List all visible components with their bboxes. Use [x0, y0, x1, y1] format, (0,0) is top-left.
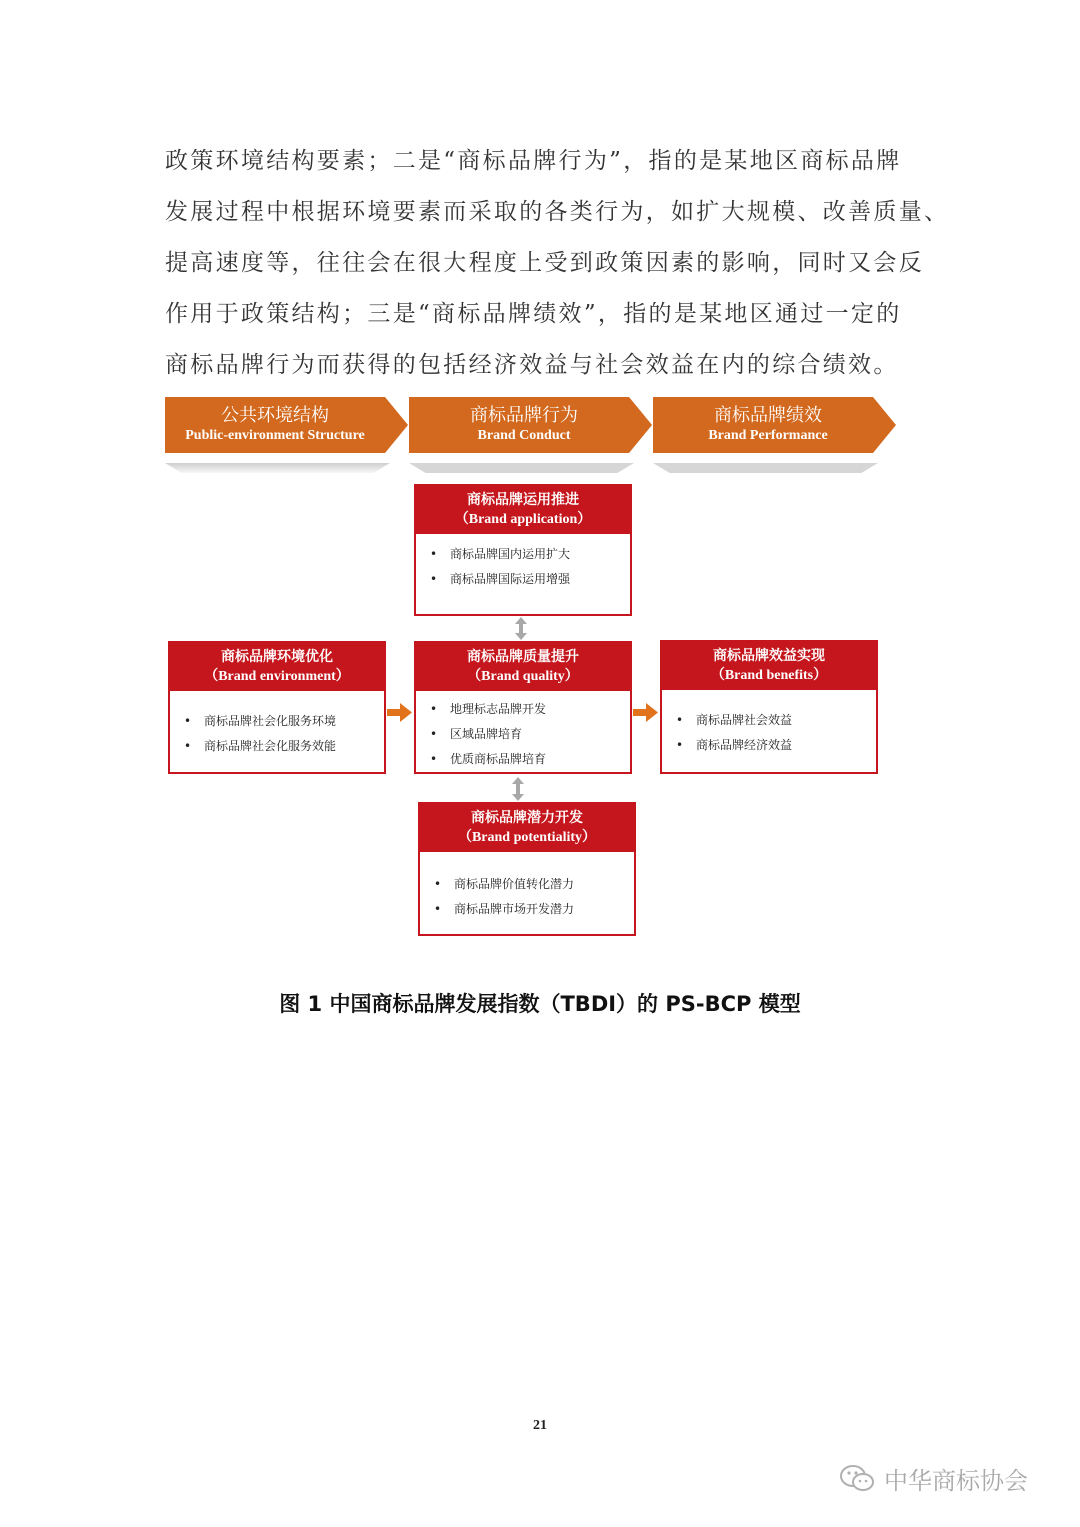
box-header — [420, 804, 634, 852]
list-item: • 商标品牌社会化服务环境 — [184, 714, 337, 728]
box-title-en: （Brand benefits） — [710, 668, 828, 683]
stage-title-cn: 公共环境结构 — [221, 405, 329, 426]
connector-arrow-right — [632, 700, 660, 726]
box-brand-environment — [168, 641, 386, 774]
paragraph-line: 商标品牌行为而获得的包括经济效益与社会效益在内的综合绩效。 — [165, 352, 899, 378]
box-brand-potentiality — [418, 802, 636, 936]
paragraph-line: 提高速度等，往往会在很大程度上受到政策因素的影响，同时又会反 — [165, 250, 924, 276]
box-title-cn: 商标品牌运用推进 — [467, 492, 579, 508]
stage-title-cn: 商标品牌绩效 — [714, 405, 822, 426]
stage-brand-conduct — [409, 397, 654, 457]
stage-title-en: Brand Conduct — [477, 428, 571, 443]
list-item: • 地理标志品牌开发 — [430, 702, 547, 716]
list-item: • 商标品牌社会效益 — [676, 713, 793, 727]
box-title-cn: 商标品牌环境优化 — [221, 649, 333, 665]
body-paragraph — [165, 136, 950, 391]
connector-arrow-right — [386, 700, 414, 726]
figure-caption: 图 1 中国商标品牌发展指数（TBDI）的 PS-BCP 模型 — [279, 992, 801, 1016]
box-title-en: （Brand application） — [454, 512, 592, 527]
stage-title-en: Public-environment Structure — [185, 428, 365, 443]
list-item: • 商标品牌经济效益 — [676, 738, 793, 752]
stage-public-environment — [165, 397, 410, 457]
wechat-icon — [838, 1462, 876, 1494]
box-title-en: （Brand environment） — [204, 669, 350, 684]
list-item: • 区域品牌培育 — [430, 727, 523, 741]
box-header — [662, 642, 876, 690]
list-item: • 商标品牌市场开发潜力 — [434, 902, 575, 916]
stage-shadow — [165, 463, 390, 473]
box-brand-quality — [414, 641, 632, 774]
list-item: • 商标品牌社会化服务效能 — [184, 739, 337, 753]
stage-title-cn: 商标品牌行为 — [470, 405, 578, 426]
list-item: • 商标品牌价值转化潜力 — [434, 877, 575, 891]
box-title-cn: 商标品牌潜力开发 — [471, 810, 583, 826]
list-item: • 优质商标品牌培育 — [430, 752, 547, 766]
stage-brand-performance — [653, 397, 898, 457]
box-title-en: （Brand potentiality） — [457, 830, 597, 845]
stage-shadow — [653, 463, 878, 473]
paragraph-line: 政策环境结构要素；二是“商标品牌行为”，指的是某地区商标品牌 — [165, 148, 902, 174]
paragraph-line: 作用于政策结构；三是“商标品牌绩效”，指的是某地区通过一定的 — [165, 301, 902, 327]
stage-shadow — [409, 463, 634, 473]
box-brand-benefits — [660, 640, 878, 774]
box-title-cn: 商标品牌质量提升 — [467, 649, 579, 665]
watermark-text: 中华商标协会 — [884, 1466, 1028, 1495]
stage-title-en: Brand Performance — [708, 428, 828, 443]
box-header — [416, 486, 630, 534]
box-header — [170, 643, 384, 691]
connector-double-arrow-vertical — [509, 776, 527, 802]
connector-double-arrow-vertical — [512, 616, 530, 641]
box-brand-application — [414, 484, 632, 616]
box-header — [416, 643, 630, 691]
watermark — [838, 1458, 1028, 1498]
list-item: • 商标品牌国内运用扩大 — [430, 547, 571, 561]
box-title-cn: 商标品牌效益实现 — [713, 648, 825, 664]
paragraph-line: 发展过程中根据环境要素而采取的各类行为，如扩大规模、改善质量、 — [165, 199, 950, 225]
page-number: 21 — [533, 1418, 547, 1433]
list-item: • 商标品牌国际运用增强 — [430, 572, 571, 586]
box-title-en: （Brand quality） — [467, 669, 579, 684]
